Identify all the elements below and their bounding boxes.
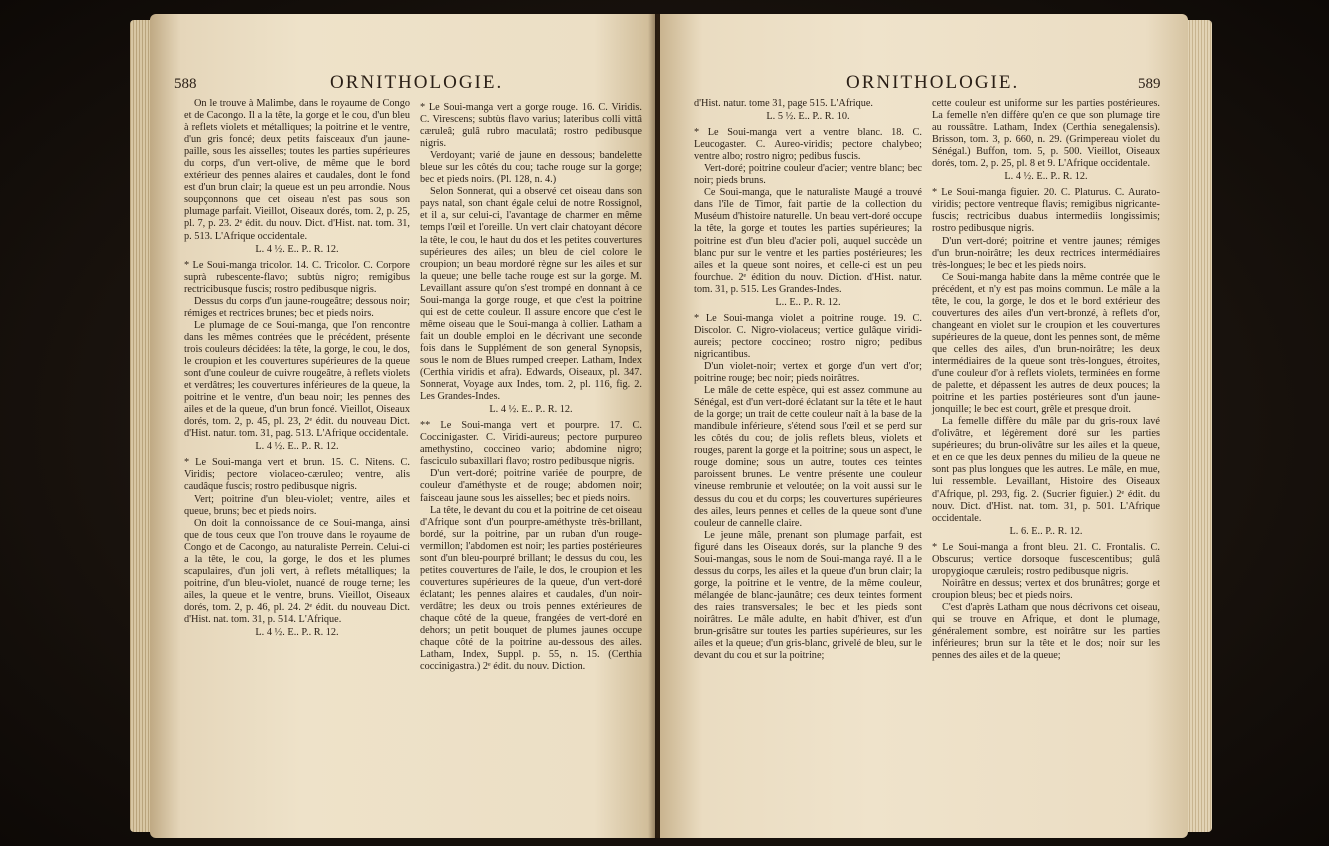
- species-entry-heading: * Le Soui-manga a front bleu. 21. C. Frontalis. C. Obscurus; vertice dorsoque fuscescentibus; gulâ uropygioque cæruleis; rostro pedibusque nigris.: [932, 541, 1160, 577]
- body-paragraph: D'un vert-doré; poitrine variée de pourpre, de couleur d'améthyste et de rouge; abdomen noir; faisceau jaune sous les aisselles; bec et pieds noirs.: [420, 468, 642, 504]
- measurement-line: L. 4 ½. E.. P.. R. 12.: [255, 441, 339, 453]
- page-edges-left: [130, 20, 152, 832]
- body-paragraph: Ce Soui-manga habite dans la même contrée que le précédent, et n'y est pas moins commun. Le mâle a la tête, le cou, la gorge, le dos et le bord extérieur des couvertures des ailes d'un vert-bronzé, à reflets d'or, changeant en violet sur le croupion et les couvertures supérieures de la queue, dont les pennes sont, de même que celles des ailes, d'un brun-noirâtre; les deux intermédiaires de la queue sont très-longues, étroites, d'une couleur d'or à reflets violets, terminées en forme de palette, et dépassent les autres de deux pouces; la poitrine et les parties postérieures sont d'un jaune-jonquille; le bec est court, grêle et presque droit.: [932, 271, 1160, 416]
- body-paragraph: Le plumage de ce Soui-manga, que l'on rencontre dans les mêmes contrées que le précédent, présente trois couleurs décidées: la tête, la gorge, le cou, le dos, le croupion et les couvertures supérieures de la queue sont d'une couleur de cuivre rougeâtre, à reflets violets et verdâtres; les couvertures inférieures de la queue, la poitrine et le ventre, d'un beau noir; les pennes des ailes et de la queue, d'un brun foncé. Vieillot, Oiseaux dorés, tom. 2, p. 45, pl. 23, 2ᵉ édit. du nouveau Dict. d'Hist. natur. tom. 31, pag. 513. L'Afrique occidentale.: [184, 319, 410, 440]
- body-paragraph: D'un vert-doré; poitrine et ventre jaunes; rémiges d'un brun-noirâtre; les deux rectrices intermédiaires très-longues; le bec et les pieds noirs.: [932, 235, 1160, 271]
- body-paragraph: d'Hist. natur. tome 31, page 515. L'Afrique.: [694, 98, 874, 109]
- body-paragraph: Verdoyant; varié de jaune en dessous; bandelette bleue sur les côtés du cou; tache rouge sur la gorge; bec et pieds noirs. (Pl. 128, n. 4.): [420, 150, 642, 186]
- species-entry-heading: * Le Soui-manga figuier. 20. C. Platurus. C. Aurato-viridis; pectore ventreque flavis; remigibus nigricante-fuscis; rectricibus duabus intermediis longissimis; rostro pedibusque nigris.: [932, 187, 1160, 235]
- column-right-1: [694, 98, 922, 662]
- body-paragraph: Dessus du corps d'un jaune-rougeâtre; dessous noir; rémiges et rectrices brunes; bec et pieds noirs.: [184, 295, 410, 319]
- body-paragraph: La femelle diffère du mâle par du gris-roux lavé d'olivâtre, et légèrement doré sur les parties supérieures; du brun-olivâtre sur les ailes et la queue, et en ce que les deux pennes du milieu de la queue ne sont pas plus longues que les autres. Le mâle, en mue, lui ressemble. Levaillant, Histoire des Oiseaux d'Afrique, pl. 293, fig. 2. (Sucrier figuier.) 2ᵉ édit. du nouv. Dict. d'Hist. nat. tom. 31, p. 501. L'Afrique occidentale.: [932, 416, 1160, 524]
- left-page: [150, 14, 655, 838]
- measurement-line: L. 5 ½. E.. P.. R. 10.: [766, 111, 850, 123]
- running-head: ORNITHOLOGIE.: [846, 72, 1020, 93]
- column-right-2: [932, 98, 1160, 662]
- body-paragraph: Selon Sonnerat, qui a observé cet oiseau dans son pays natal, son chant égale celui de notre Rossignol, et il a, sur celui-ci, l'avantage de charmer en même temps l'œil et l'oreille. Un vert clair chatoyant décore la tête, le cou, le haut du dos et les petites couvertures supérieures des ailes; un bleu de ciel colore le croupion; un beau mordoré règne sur les ailes et sur la queue; une belle tache rouge est sur la gorge. M. Levaillant assure qu'on s'est trompé en donnant à ce Soui-manga la gorge rouge, et que c'est la poitrine qui est de cette couleur. Il assure encore que c'est le même oiseau que le Soui-manga à collier. Latham a fait un double emploi en le décrivant une seconde fois dans le Supplément de son general Synopsis, sous le nom de Blues rumped creeper. Latham, Index (Certhia viridis et afra). Edwards, Oiseaux, pl. 347. Sonnerat, Voyage aux Indes, tom. 2, pl. 116, fig. 2. Les Grandes-Indes.: [420, 186, 642, 403]
- body-paragraph: Le jeune mâle, prenant son plumage parfait, est figuré dans les Oiseaux dorés, sur la planche 9 des Soui-mangas, sous le nom de Soui-manga rayé. Il a le dessus du corps, les ailes et la queue d'un brun clair; la gorge, la poitrine et le ventre, de la même couleur, mélangée de blanc-jaunâtre; ces deux teintes forment des raies transversales; le bec et les pieds sont noirâtres. Le mâle adulte, en habit d'hiver, est d'un brun-grisâtre sur toutes les parties supérieures, sur les ailes et la queue; d'un gris-blanc, grivelé de bleu, sur le devant du cou et sur la poitrine;: [694, 529, 922, 662]
- species-entry-heading: ** Le Soui-manga vert et pourpre. 17. C. Coccinigaster. C. Viridi-aureus; pectore purpureo amethystino, coccineo vario; abdomine nigro; fasciculo subaxillari flavo; rostro pedibusque nigris.: [420, 420, 642, 468]
- measurement-line: L. 4 ½. E.. P.. R. 12.: [489, 404, 573, 416]
- body-paragraph: On le trouve à Malimbe, dans le royaume de Congo et de Cacongo. Il a la tête, la gorge et le cou, d'un bleu à reflets violets et métalliques; la poitrine et le ventre, d'un gris foncé; deux petits faisceaux d'un jaune-paille, sous les aisselles; toutes les parties supérieures du corps, d'un vert-olive, de même que le bord extérieur des pennes alaires et caudales, dont le fond est d'un brun clair; la queue est un peu arrondie. Nous soupçonnons que cet oiseau n'est pas sous son plumage parfait. Vieillot, Oiseaux dorés, tom. 2, p. 25, pl. 7, p. 23. 2ᵉ édit. du nouv. Dict. d'Hist. nat. tom. 31, p. 513. L'Afrique occidentale.: [184, 98, 410, 242]
- measurement-line: L. 4 ½. E.. P.. R. 12.: [1004, 171, 1088, 183]
- body-paragraph: Ce Soui-manga, que le naturaliste Maugé a trouvé dans l'île de Timor, fait partie de la collection du Muséum d'histoire naturelle. Un beau vert-doré occupe la tête, la gorge et toutes les parties supérieures; la poitrine est d'un bleu d'acier poli, auquel succède un blanc pur sur le ventre et les parties postérieures; les ailes et la queue sont noires, et celle-ci est un peu fourchue. 2ᵉ édition du nouv. Diction. d'Hist. natur. tom. 31, p. 515. Les Grandes-Indes.: [694, 187, 922, 295]
- species-entry-heading: * Le Soui-manga vert a gorge rouge. 16. C. Viridis. C. Virescens; subtùs flavo varius; lateribus colli vittâ cæruleâ; gulâ rubro maculatâ; rostro pedibusque nigris.: [420, 102, 642, 150]
- body-paragraph: Le mâle de cette espèce, qui est assez commune au Sénégal, est d'un vert-doré éclatant sur la tête et le haut de la gorge; un trait de cette couleur naît à la base de la mandibule inférieure, s'étend sous l'œil et se perd sur les côtés du cou; de jolis reflets bleus, violets et rouges, parent la gorge et la poitrine; sous un aspect, le rouge domine; sous un autre, toutes ces teintes paroissent brunes. Le ventre présente une couleur vineuse rembrunie et veloutée; on la voit aussi sur le dessus du cou et du corps; les couvertures supérieures des ailes, leurs pennes et celles de la queue sont d'une couleur de cannelle claire.: [694, 385, 922, 529]
- measurement-line: L. 4 ½. E.. P.. R. 12.: [255, 627, 339, 639]
- column-left-2: [420, 98, 642, 673]
- body-paragraph: cette couleur est uniforme sur les parties postérieures. La femelle n'en diffère qu'en ce que son plumage tire au roussâtre. Latham, Index (Certhia senegalensis). Brisson, tom. 3, p. 660, n. 29. (Grimpereau violet du Sénégal.) Buffon, tom. 5, p. 500. Vieillot, Oiseaux dorés, tom. 2, p. 25, pl. 8 et 9. L'Afrique occidentale.: [932, 98, 1160, 170]
- species-entry-heading: * Le Soui-manga vert a ventre blanc. 18. C. Leucogaster. C. Aureo-viridis; pectore chalybeo; ventre albo; rostro nigro; pedibus fuscis.: [694, 127, 922, 163]
- measurement-line: L. 4 ½. E.. P.. R. 12.: [255, 243, 339, 255]
- species-entry-heading: * Le Soui-manga violet a poitrine rouge. 19. C. Discolor. C. Nigro-violaceus; vertice gulâque viridi-aureis; pectore coccineo; rostro nigro; pedibus nigricantibus.: [694, 312, 922, 360]
- body-paragraph: La tête, le devant du cou et la poitrine de cet oiseau d'Afrique sont d'un pourpre-améthyste très-brillant, bordé, sur la poitrine, par un ruban d'un rouge-vermillon; l'abdomen est noir; les parties postérieures sont d'un bleu-pourpré brillant; le dessus du cou, les petites couvertures de l'aile, le dos, le croupion et les couvertures supérieures de la queue, d'un vert-doré éclatant; les pennes alaires et caudales, d'un noir-verdâtre; les deux ou trois pennes extérieures de chaque côté de la queue, frangées de vert-doré en dehors; un petit bouquet de plumes jaunes occupe chaque côté de la poitrine au-dessous des ailes. Latham, Index, Suppl. p. 55, n. 15. (Certhia coccinigastra.) 2ᵉ édit. du nouv. Diction.: [420, 504, 642, 673]
- body-paragraph: C'est d'après Latham que nous décrivons cet oiseau, qui se trouve en Afrique, et dont le plumage, généralement sombre, est noirâtre sur les parties inférieures; brun sur la tête et le dos; noir sur les pennes des ailes et de la queue;: [932, 601, 1160, 662]
- column-left-1: [184, 98, 410, 642]
- body-paragraph: On doit la connoissance de ce Soui-manga, ainsi que de tous ceux que l'on trouve dans le royaume de Congo et de Cacongo, au naturaliste Perrein. Celui-ci a la tête, le cou, la gorge, le dos et les plumes scapulaires, d'un joli vert, à reflets métalliques; la poitrine, d'un bleu-violet, nuancé de rouge terne; les ailes, la queue et le ventre, bruns. Vieillot, Oiseaux dorés, tom. 2, p. 46, pl. 24. 2ᵉ édit. du nouveau Dict. d'Hist. nat. tom. 31, p. 514. L'Afrique.: [184, 517, 410, 625]
- right-page: [660, 14, 1188, 838]
- body-paragraph: D'un violet-noir; vertex et gorge d'un vert d'or; poitrine rouge; bec noir; pieds noirâtres.: [694, 360, 922, 385]
- species-entry-heading: * Le Soui-manga tricolor. 14. C. Tricolor. C. Corpore suprà rubescente-flavo; subtùs nigro; remigibus rectricibusque fuscis; rostro pedibusque nigris.: [184, 259, 410, 295]
- measurement-line: L. 6. E.. P.. R. 12.: [1009, 525, 1083, 537]
- species-entry-heading: * Le Soui-manga vert et brun. 15. C. Nitens. C. Viridis; pectore violaceo-cæruleo; ventre, alis caudâque fuscis; rostro pedibusque nigris.: [184, 457, 410, 493]
- running-head: ORNITHOLOGIE.: [330, 72, 504, 93]
- body-paragraph: Vert; poitrine d'un bleu-violet; ventre, ailes et queue, bruns; bec et pieds noirs.: [184, 493, 410, 517]
- page-number: 588: [174, 76, 197, 92]
- page-number: 589: [1138, 76, 1161, 92]
- body-paragraph: Noirâtre en dessus; vertex et dos brunâtres; gorge et croupion bleus; bec et pieds noirs.: [932, 577, 1160, 601]
- measurement-line: L.. E.. P.. R. 12.: [775, 296, 841, 308]
- page-edges-right: [1186, 20, 1212, 832]
- body-paragraph: Vert-doré; poitrine couleur d'acier; ventre blanc; bec noir; pieds bruns.: [694, 163, 922, 187]
